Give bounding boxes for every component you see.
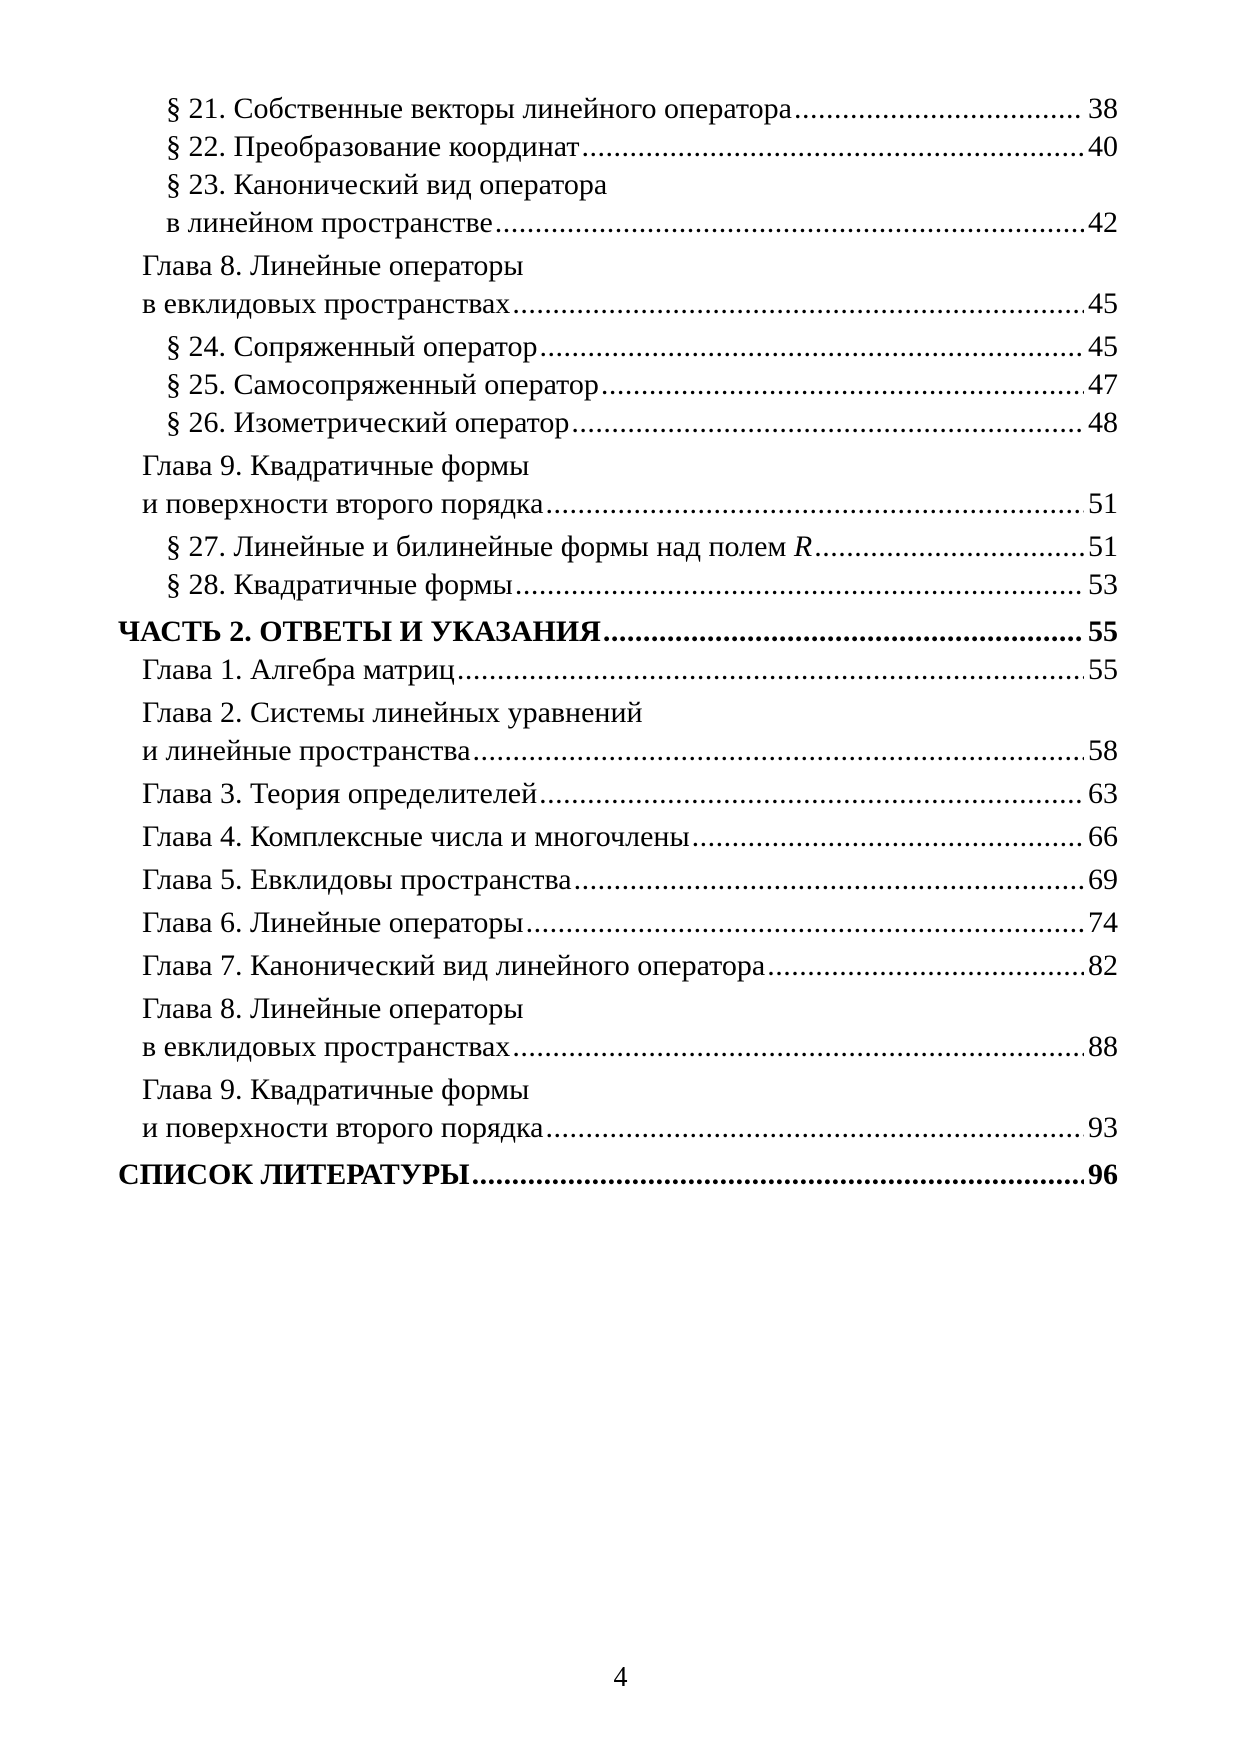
dot-leader [579, 128, 1084, 166]
toc-entry-title: § 25. Самосопряженный оператор [166, 368, 599, 401]
toc-entry-title-line1: Глава 8. Линейные операторы [142, 249, 524, 282]
toc-entry-section-21 [118, 90, 1118, 128]
dot-leader [765, 947, 1084, 985]
toc-entry-page: 66 [1088, 820, 1118, 853]
toc-entry-page: 93 [1088, 1111, 1118, 1144]
dot-leader [537, 328, 1084, 366]
toc-entry-page: 58 [1088, 734, 1118, 767]
toc-entry-answers-chapter-7 [118, 947, 1118, 985]
dot-leader [543, 485, 1084, 523]
toc-entry-page: 88 [1088, 1030, 1118, 1063]
toc-entry-part-2 [118, 613, 1118, 651]
toc-entry-title: § 22. Преобразование координат [166, 130, 580, 163]
table-of-contents [118, 90, 1118, 1194]
toc-entry-title: в линейном пространстве [166, 206, 493, 239]
dot-leader [690, 818, 1084, 856]
toc-entry-title: § 24. Сопряженный оператор [166, 330, 538, 363]
toc-entry-title: в евклидовых пространствах [142, 287, 511, 320]
dot-leader [792, 90, 1084, 128]
toc-entry-page: 53 [1088, 568, 1118, 601]
toc-entry-answers-chapter-4 [118, 818, 1118, 856]
field-symbol: R [793, 530, 813, 563]
toc-entry-title: Глава 6. Линейные операторы [142, 906, 524, 939]
toc-entry-title: Глава 1. Алгебра матриц [142, 653, 455, 686]
toc-entry-title: СПИСОК ЛИТЕРАТУРЫ [118, 1158, 470, 1191]
toc-entry-section-28 [118, 566, 1118, 604]
toc-entry-page: 51 [1088, 487, 1118, 520]
dot-leader [569, 404, 1084, 442]
toc-entry-answers-chapter-3 [118, 775, 1118, 813]
toc-entry-page: 48 [1088, 406, 1118, 439]
toc-entry-section-24 [118, 328, 1118, 366]
toc-entry-title: Глава 7. Канонический вид линейного оператора [142, 949, 766, 982]
toc-entry-title: Глава 3. Теория определителей [142, 777, 538, 810]
toc-entry-title-line1: Глава 2. Системы линейных уравнений [142, 696, 643, 729]
toc-entry-title-line1: § 23. Канонический вид оператора [166, 168, 608, 201]
toc-entry-page: 96 [1088, 1158, 1118, 1191]
toc-entry-answers-chapter-8 [118, 990, 1118, 1066]
toc-entry-page: 55 [1088, 615, 1118, 648]
dot-leader [513, 566, 1084, 604]
toc-entry-title-line1: Глава 8. Линейные операторы [142, 992, 524, 1025]
toc-entry-bibliography [118, 1156, 1118, 1194]
dot-leader [601, 613, 1084, 651]
toc-entry-page: 69 [1088, 863, 1118, 896]
toc-entry-page: 45 [1088, 330, 1118, 363]
toc-entry-page: 82 [1088, 949, 1118, 982]
dot-leader [493, 204, 1084, 242]
toc-entry-answers-chapter-6 [118, 904, 1118, 942]
toc-entry-title: ЧАСТЬ 2. ОТВЕТЫ И УКАЗАНИЯ [118, 615, 601, 648]
toc-entry-title: и линейные пространства [142, 734, 471, 767]
toc-entry-title: и поверхности второго порядка [142, 1111, 544, 1144]
dot-leader [455, 651, 1084, 689]
toc-entry-title-line1: Глава 9. Квадратичные формы [142, 449, 530, 482]
toc-entry-page: 74 [1088, 906, 1118, 939]
toc-entry-page: 55 [1088, 653, 1118, 686]
page-number: 4 [613, 1662, 628, 1693]
dot-leader [470, 1156, 1084, 1194]
toc-entry-page: 40 [1088, 130, 1118, 163]
dot-leader [812, 528, 1084, 566]
toc-entry-section-27 [118, 528, 1118, 566]
toc-entry-title: в евклидовых пространствах [142, 1030, 511, 1063]
toc-entry-answers-chapter-5 [118, 861, 1118, 899]
toc-entry-section-25 [118, 366, 1118, 404]
dot-leader [510, 285, 1084, 323]
toc-entry-page: 42 [1088, 206, 1118, 239]
toc-entry-page: 51 [1088, 530, 1118, 563]
toc-entry-title: Глава 4. Комплексные числа и многочлены [142, 820, 690, 853]
toc-entry-chapter-9 [118, 447, 1118, 523]
dot-leader [524, 904, 1084, 942]
dot-leader [572, 861, 1084, 899]
toc-entry-title: § 26. Изометрический оператор [166, 406, 570, 439]
toc-entry-title: Глава 5. Евклидовы пространства [142, 863, 572, 896]
toc-entry-title: § 28. Квадратичные формы [166, 568, 513, 601]
toc-entry-page: 45 [1088, 287, 1118, 320]
dot-leader [599, 366, 1084, 404]
toc-entry-title: и поверхности второго порядка [142, 487, 544, 520]
dot-leader [537, 775, 1084, 813]
toc-entry-title: § 27. Линейные и билинейные формы над полем R [166, 530, 813, 563]
toc-entry-answers-chapter-2 [118, 694, 1118, 770]
dot-leader [543, 1109, 1084, 1147]
toc-entry-page: 38 [1088, 92, 1118, 125]
toc-entry-title: § 21. Собственные векторы линейного оператора [166, 92, 792, 125]
toc-entry-section-26 [118, 404, 1118, 442]
dot-leader [471, 732, 1084, 770]
toc-entry-page: 63 [1088, 777, 1118, 810]
toc-entry-section-23 [118, 166, 1118, 242]
toc-entry-answers-chapter-9 [118, 1071, 1118, 1147]
toc-entry-page: 47 [1088, 368, 1118, 401]
toc-entry-section-22 [118, 128, 1118, 166]
toc-entry-title-line1: Глава 9. Квадратичные формы [142, 1073, 530, 1106]
toc-entry-answers-chapter-1 [118, 651, 1118, 689]
toc-entry-chapter-8 [118, 247, 1118, 323]
dot-leader [510, 1028, 1084, 1066]
